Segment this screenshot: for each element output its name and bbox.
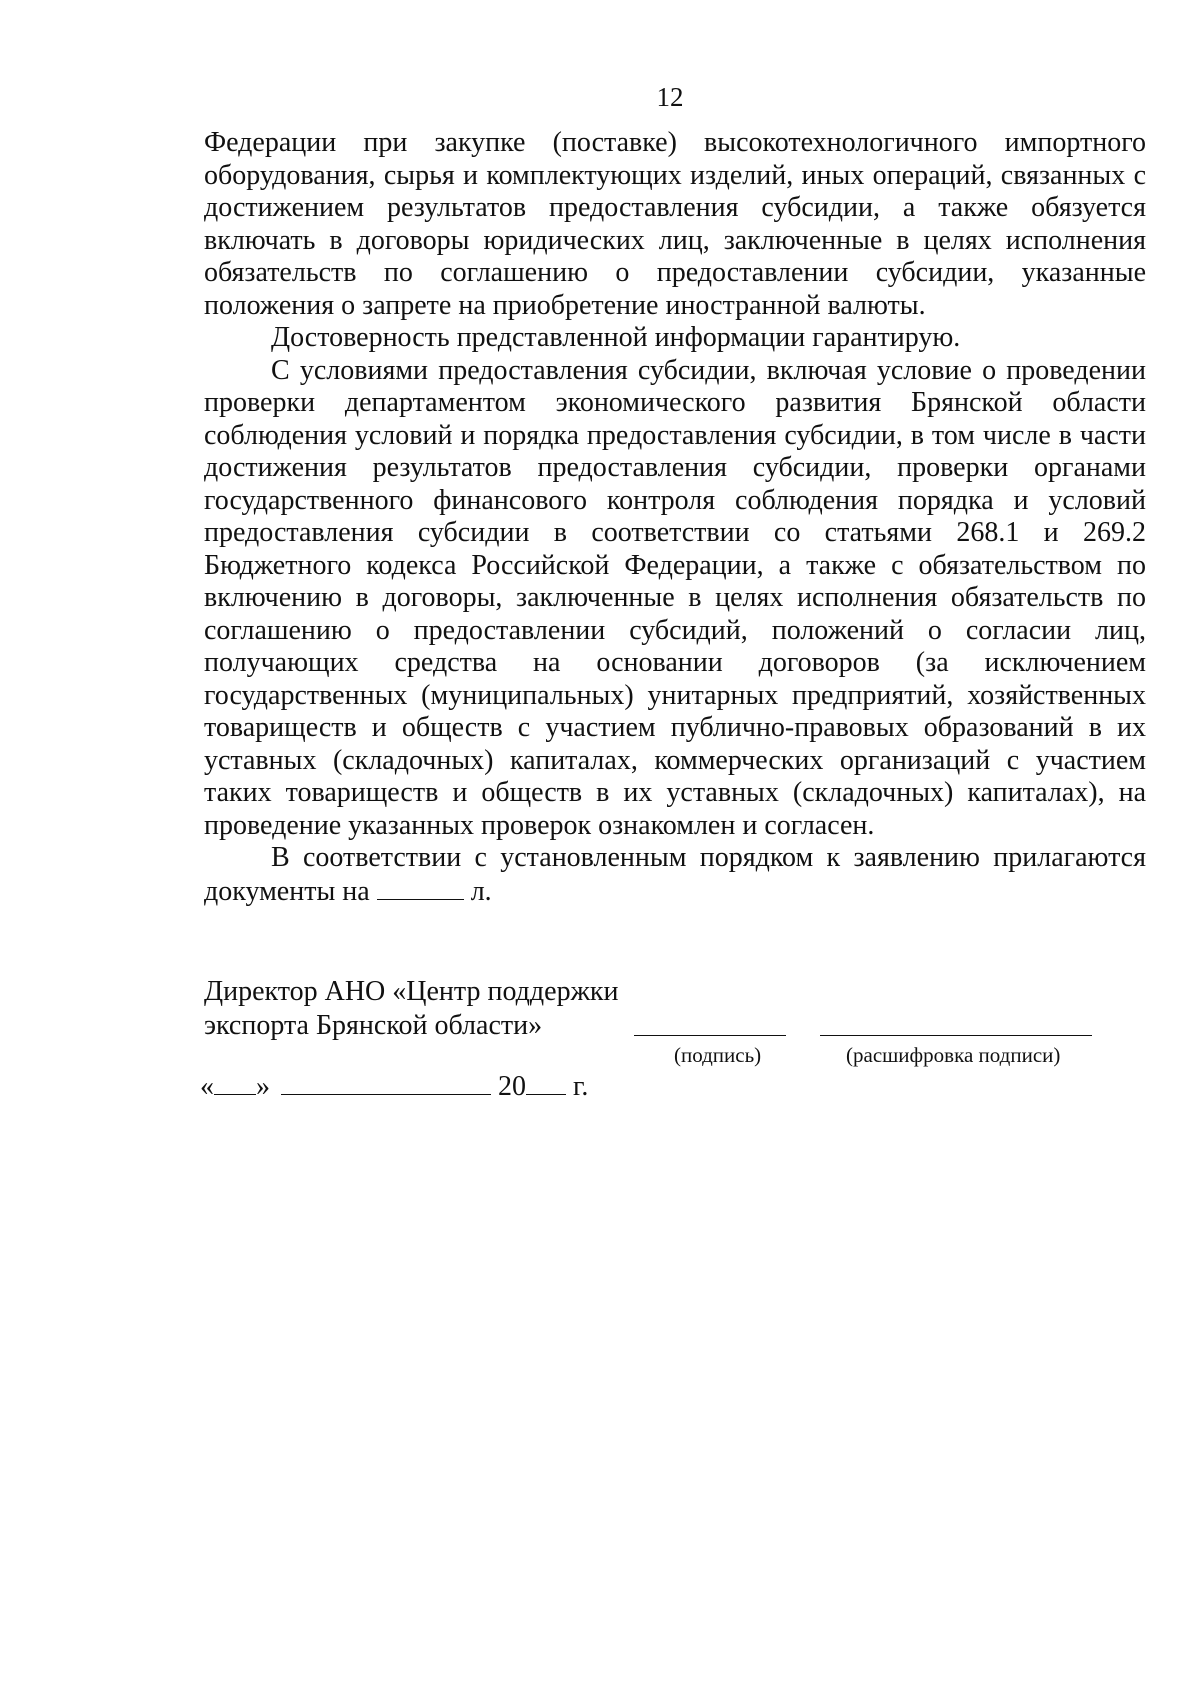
month-blank	[281, 1070, 491, 1095]
paragraph-conditions: С условиями предоставления субсидии, включая условие о проведении проверки департаментом экономического развития Брянской области соблюдения условий и порядка предоставления субсидии, в том числе в части достижения результатов предоставления субсидии, проверки органами государственного финансового контроля соблюдения порядка и условий предоставления субсидии в соответствии со статьями 268.1 и 269.2 Бюджетного кодекса Российской Федерации, а также с обязательством по включению в договоры, заключенные в целях исполнения обязательств по соглашению о предоставлении субсидий, положений о согласии лиц, получающих средства на основании договоров (за исключением государственных (муниципальных) унитарных предприятий, хозяйственных товариществ и обществ с участием публично-правовых образований в их уставных (складочных) капиталах, коммерческих организаций с участием таких товариществ и обществ в их уставных (складочных) капиталах), на проведение указанных проверок ознакомлен и согласен.	[204, 354, 1146, 841]
signature-decoding-caption: (расшифровка подписи)	[846, 1043, 1061, 1067]
year-suffix: г.	[573, 1071, 589, 1102]
page-number: 12	[656, 82, 684, 112]
date-line	[200, 1070, 588, 1104]
document-body	[204, 127, 1146, 908]
pages-count-blank	[377, 875, 464, 900]
signature-caption: (подпись)	[674, 1043, 762, 1067]
signatory-title-line1: Директор АНО «Центр поддержки	[204, 976, 619, 1007]
paragraph-attachments	[204, 842, 1146, 908]
day-blank	[214, 1070, 256, 1095]
year-blank	[526, 1070, 566, 1095]
date-close-quote: »	[256, 1071, 270, 1102]
signature-line	[634, 1035, 786, 1036]
signature-decoding-line	[820, 1035, 1092, 1036]
attachments-unit: л.	[470, 875, 492, 907]
paragraph-continuation: Федерации при закупке (поставке) высокотехнологичного импортного оборудования, сырья и комплектующих изделий, иных операций, связанных с достижением результатов предоставления субсидии, а также обязуется включать в договоры юридических лиц, заключенные в целях исполнения обязательств по соглашению о предоставлении субсидии, указанные положения о запрете на приобретение иностранной валюты.	[204, 127, 1146, 321]
attachments-text: В соответствии с установленным порядком к заявлению прилагаются документы на	[204, 842, 1146, 907]
date-open-quote: «	[200, 1071, 214, 1102]
year-prefix: 20	[498, 1071, 526, 1102]
paragraph-reliability: Достоверность представленной информации гарантирую.	[271, 322, 961, 353]
signatory-title-line2: экспорта Брянской области»	[204, 1010, 543, 1041]
signatory-title	[204, 975, 619, 1043]
